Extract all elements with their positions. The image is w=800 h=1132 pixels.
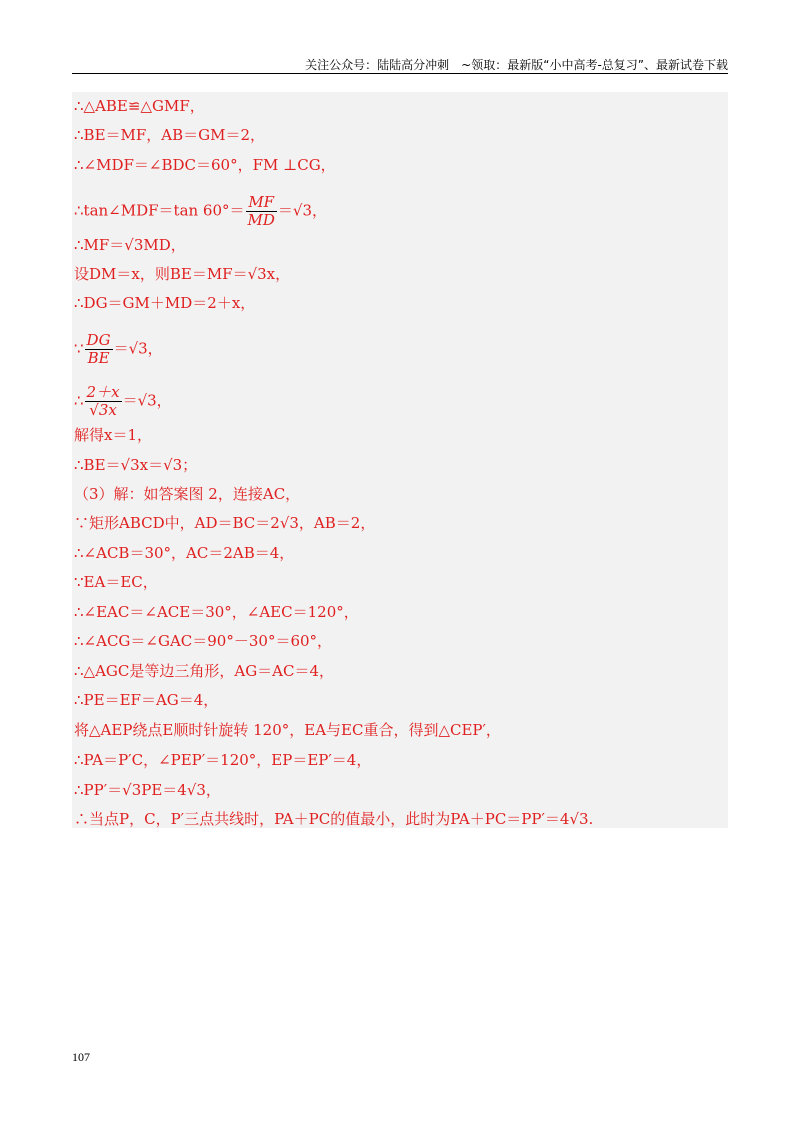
solution-line: ∴当点P，C，P′三点共线时，PA＋PC的值最小，此时为PA＋PC＝PP′＝4√3. (74, 810, 594, 828)
solution-line: ∴△AGC是等边三角形，AG＝AC＝4， (74, 662, 335, 680)
page-header: 关注公众号：陆陆高分冲刺 ~领取：最新版“小中高考-总复习”、最新试卷下载 (305, 58, 728, 72)
fraction-numerator: 2＋x (86, 383, 120, 401)
solution-block (72, 92, 728, 828)
fraction-numerator: DG (86, 331, 111, 349)
solution-line: ∴∠ACB＝30°，AC＝2AB＝4， (74, 544, 295, 562)
solution-line: ∴PE＝EF＝AG＝4， (74, 691, 219, 709)
line-prefix: ∴ (74, 391, 84, 410)
solution-line: ∴DG＝GM＋MD＝2＋x， (74, 294, 256, 312)
line-prefix: ∵ (74, 339, 84, 358)
fraction-denominator: MD (247, 211, 275, 229)
fraction (85, 332, 113, 367)
line-suffix: ＝√3， (113, 339, 163, 358)
solution-line (74, 194, 327, 229)
line-prefix: ∴tan∠MDF＝tan 60°＝ (74, 201, 245, 220)
line-suffix: ＝√3， (277, 201, 328, 220)
solution-line: ∵EA＝EC， (74, 573, 158, 591)
header-divider (72, 73, 728, 74)
solution-line (74, 384, 172, 419)
solution-line: ∴∠EAC＝∠ACE＝30°，∠AEC＝120°， (74, 603, 359, 621)
solution-line: 将△AEP绕点E顺时针旋转 120°，EA与EC重合，得到△CEP′， (74, 721, 501, 739)
solution-line: 设DM＝x，则BE＝MF＝√3x， (74, 265, 291, 283)
fraction-denominator: BE (87, 349, 110, 367)
solution-line: ∴PA＝P′C，∠PEP′＝120°，EP＝EP′＝4， (74, 751, 372, 769)
fraction (85, 384, 122, 419)
fraction-numerator: MF (246, 194, 277, 212)
line-suffix: ＝√3， (122, 391, 172, 410)
fraction-denominator: √3x (89, 401, 117, 419)
page-number: 107 (72, 1050, 90, 1064)
solution-line: ∴PP′＝√3PE＝4√3， (74, 781, 221, 799)
solution-line: ∴BE＝MF，AB＝GM＝2， (74, 126, 266, 144)
solution-line (74, 332, 163, 367)
solution-line: ∴MF＝√3MD， (74, 236, 186, 254)
solution-line: ∴BE＝√3x＝√3； (74, 456, 198, 474)
solution-line: （3）解：如答案图 2，连接AC， (74, 485, 301, 503)
solution-line: ∴△ABE≌△GMF， (74, 97, 205, 115)
solution-line: ∴∠ACG＝∠GAC＝90°－30°＝60°， (74, 632, 333, 650)
fraction (246, 194, 277, 229)
solution-line: ∴∠MDF＝∠BDC＝60°，FM ⊥CG， (74, 156, 336, 174)
solution-line: ∵矩形ABCD中，AD＝BC＝2√3，AB＝2， (74, 514, 376, 532)
solution-line: 解得x＝1， (74, 426, 153, 444)
